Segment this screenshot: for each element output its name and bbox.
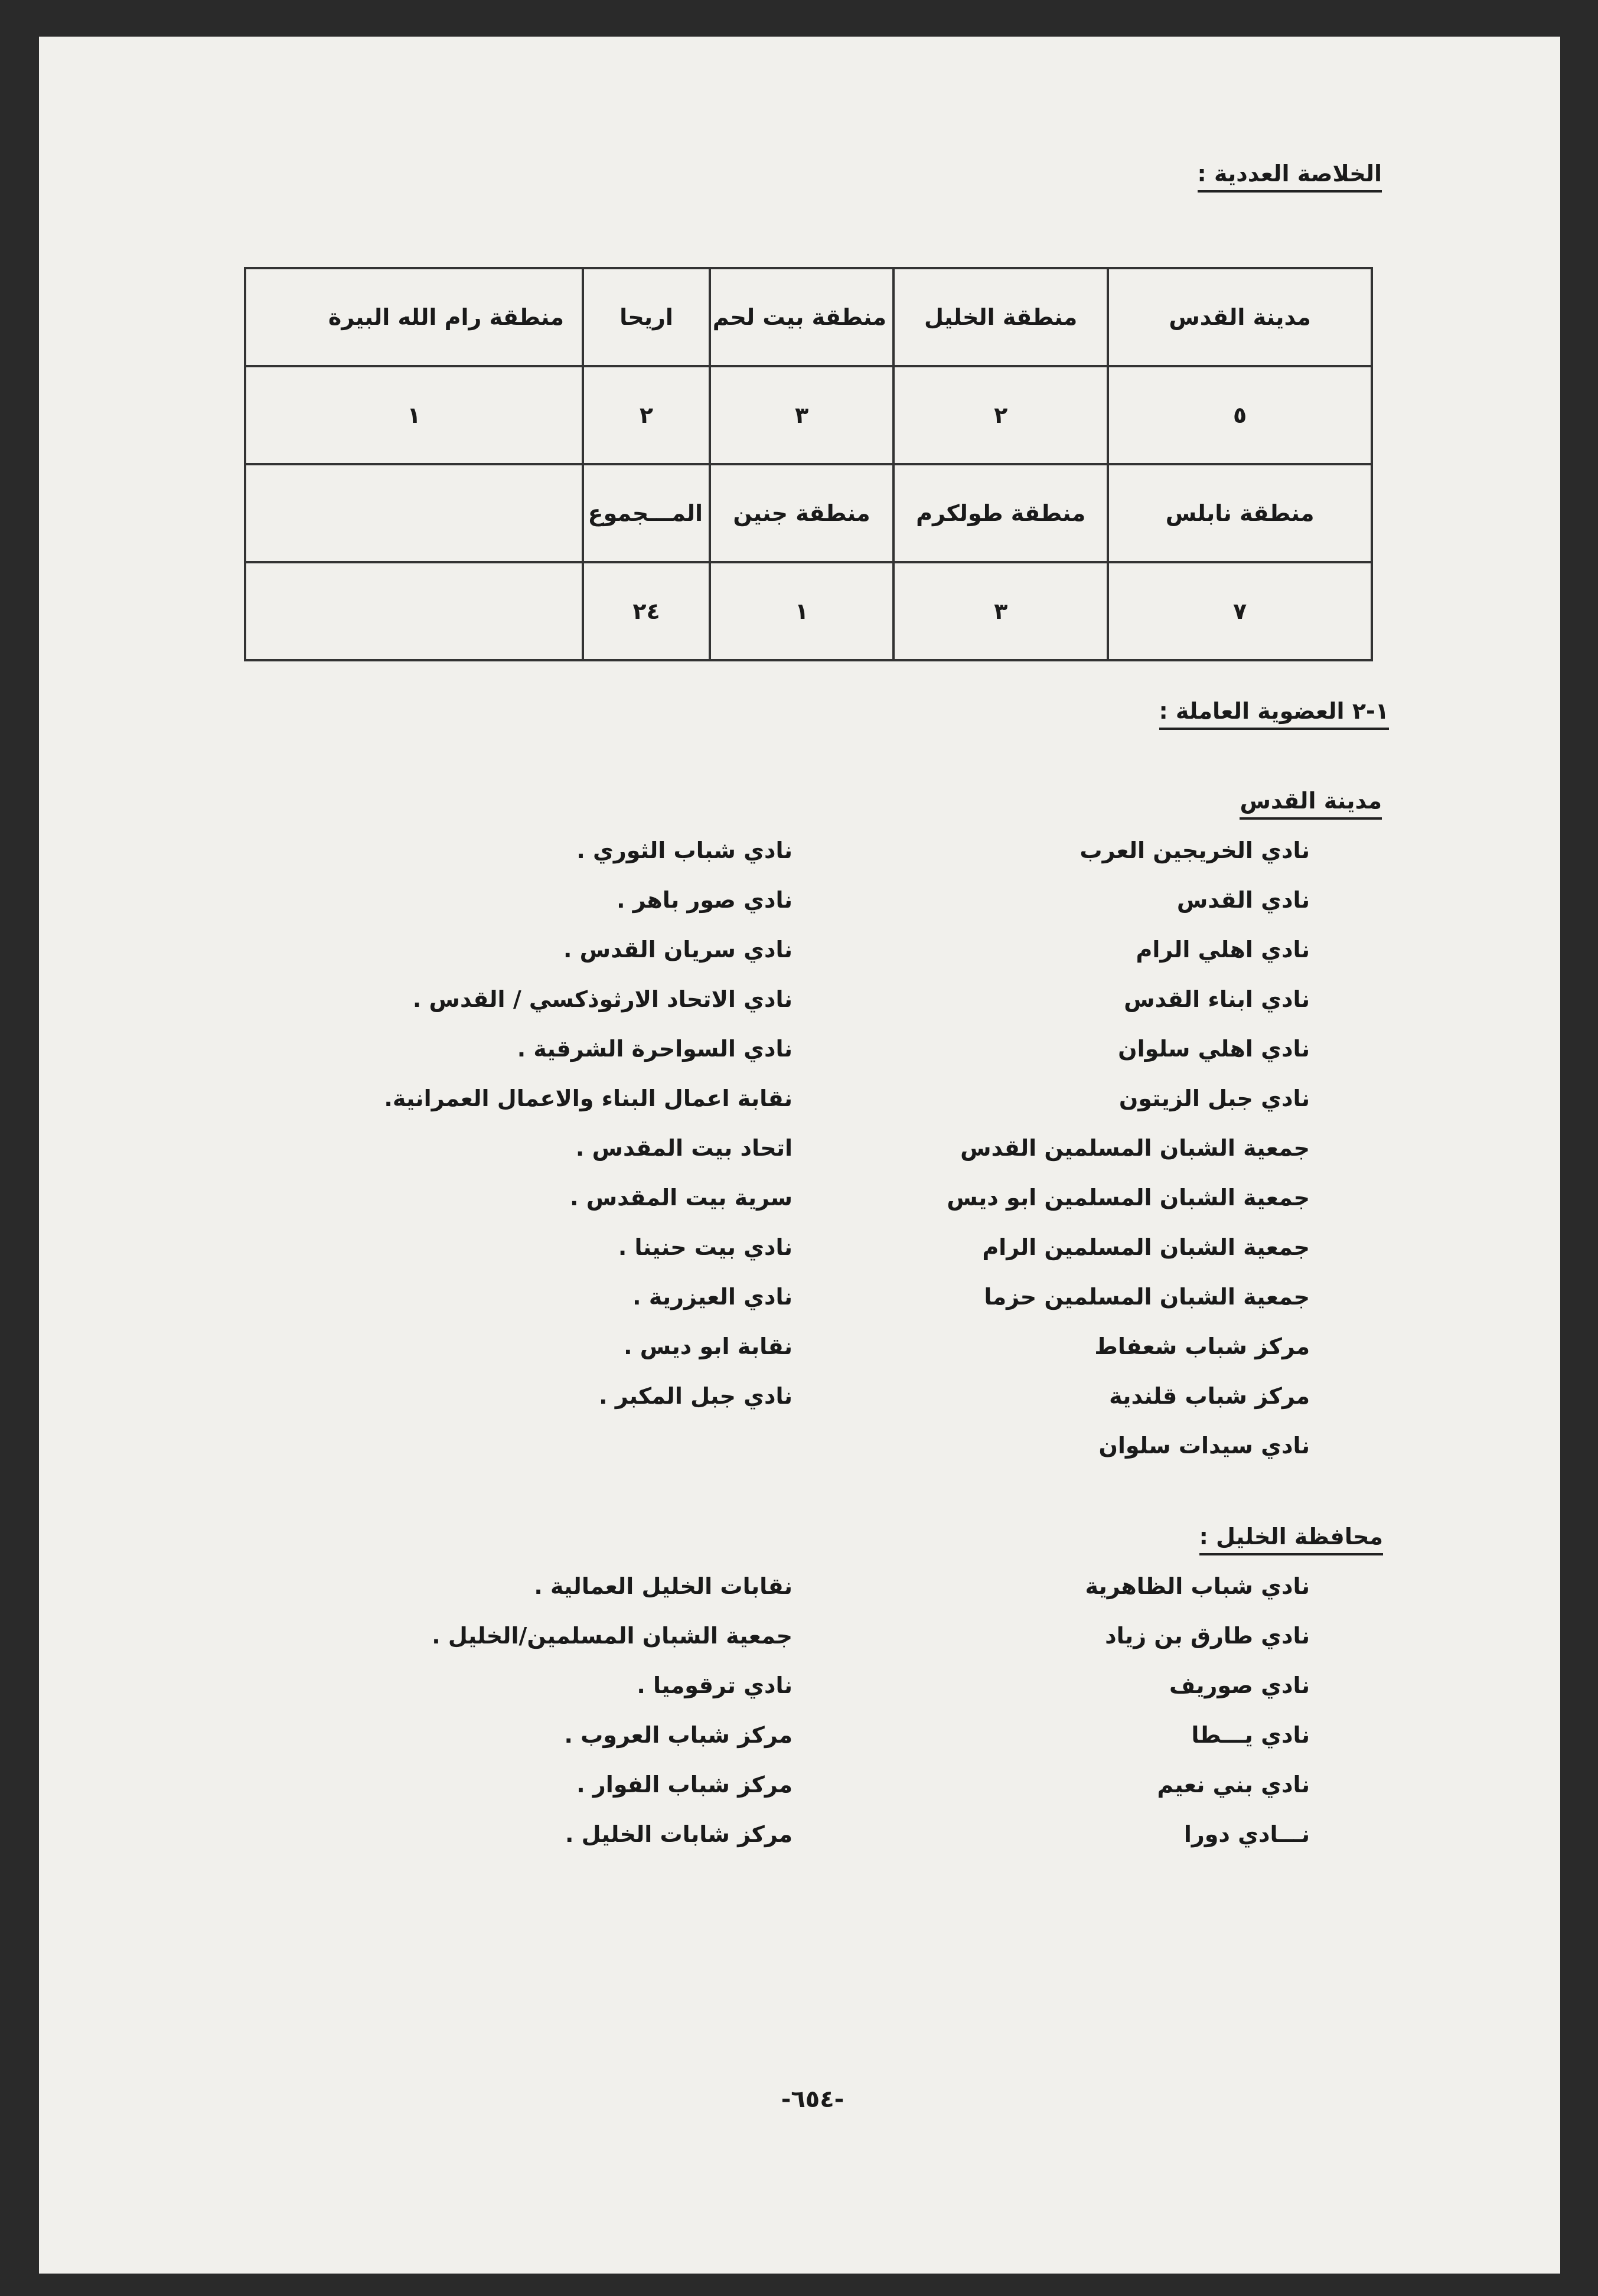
list-item: نادي الاتحاد الارثوذكسي / القدس . — [412, 986, 793, 1012]
list-item: نقابة ابو ديس . — [624, 1333, 793, 1359]
summary-header-row-1 — [245, 268, 1372, 366]
list-item: نادي جبل المكبر . — [599, 1383, 793, 1409]
list-item: مركز شباب قلندية — [1109, 1383, 1310, 1409]
list-item: نادي طارق بن زياد — [1105, 1623, 1310, 1649]
table-cell: منطقة رام الله البيرة — [245, 268, 583, 366]
table-cell: ٧ — [1108, 562, 1372, 660]
list-item: مركز شباب شعفاط — [1094, 1333, 1310, 1359]
summary-title: الخلاصة العددية : — [1198, 161, 1382, 193]
table-cell: ٥ — [1108, 366, 1372, 464]
summary-value-row-2 — [245, 562, 1372, 660]
table-cell: ١ — [245, 366, 583, 464]
list-item: نادي اهلي الرام — [1136, 937, 1310, 963]
table-cell: ٢٤ — [583, 562, 710, 660]
list-item: نادي القدس — [1176, 887, 1310, 913]
table-cell: ٢ — [893, 366, 1108, 464]
table-cell: ٣ — [893, 562, 1108, 660]
table-cell: اريحا — [583, 268, 710, 366]
table-cell: ٣ — [710, 366, 893, 464]
list-item: نادي جبل الزيتون — [1118, 1085, 1310, 1111]
list-item: نادي صوريف — [1169, 1672, 1310, 1698]
list-item: نادي شباب الثوري . — [576, 837, 793, 863]
summary-value-row-1 — [245, 366, 1372, 464]
list-item: مركز شباب العروب . — [564, 1722, 793, 1748]
hebron-section-title: محافظة الخليل : — [1199, 1524, 1383, 1555]
page-number: -٦٥٤- — [781, 2086, 844, 2113]
list-item: نادي صور باهر . — [617, 887, 793, 913]
list-item: مركز شابات الخليل . — [565, 1821, 793, 1847]
list-item: نادي شباب الظاهرية — [1085, 1573, 1310, 1599]
list-item: نادي العيزرية . — [632, 1284, 793, 1310]
document-page — [39, 37, 1560, 2274]
list-item: نادي اهلي سلوان — [1118, 1036, 1310, 1062]
list-item: جمعية الشبان المسلمين الرام — [982, 1234, 1310, 1260]
list-item: نادي بني نعيم — [1157, 1772, 1310, 1798]
list-item: نادي سريان القدس . — [563, 937, 793, 963]
table-cell: المـــجموع — [583, 464, 710, 562]
list-item: نادي سيدات سلوان — [1098, 1433, 1310, 1459]
list-item: مركز شباب الفوار . — [576, 1772, 793, 1798]
list-item: نقابة اعمال البناء والاعمال العمرانية. — [384, 1085, 793, 1111]
table-cell: مدينة القدس — [1108, 268, 1372, 366]
list-item: نقابات الخليل العمالية . — [534, 1573, 793, 1599]
summary-table — [244, 267, 1373, 661]
table-cell — [245, 562, 583, 660]
table-cell — [245, 464, 583, 562]
table-cell: منطقة طولكرم — [893, 464, 1108, 562]
list-item: نادي السواحرة الشرقية . — [517, 1036, 793, 1062]
list-item: جمعية الشبان المسلمين ابو ديس — [947, 1185, 1310, 1211]
list-item: نادي بيت حنينا . — [618, 1234, 793, 1260]
list-item: سرية بيت المقدس . — [570, 1185, 793, 1211]
list-item: نادي ترقوميا . — [637, 1672, 793, 1698]
list-item: نـــادي دورا — [1183, 1821, 1310, 1847]
table-cell: ٢ — [583, 366, 710, 464]
table-cell: منطقة بيت لحم — [710, 268, 893, 366]
working-membership-title: ١-٢ العضوية العاملة : — [1159, 698, 1390, 730]
jerusalem-section-title: مدينة القدس — [1240, 788, 1382, 820]
list-item: نادي يـــطا — [1191, 1722, 1310, 1748]
list-item: نادي ابناء القدس — [1124, 986, 1310, 1012]
table-cell: منطقة نابلس — [1108, 464, 1372, 562]
list-item: جمعية الشبان المسلمين حزما — [984, 1284, 1310, 1310]
table-cell: ١ — [710, 562, 893, 660]
list-item: جمعية الشبان المسلمين القدس — [960, 1135, 1310, 1161]
list-item: نادي الخريجين العرب — [1080, 837, 1310, 863]
table-cell: منطقة جنين — [710, 464, 893, 562]
list-item: اتحاد بيت المقدس . — [575, 1135, 793, 1161]
list-item: جمعية الشبان المسلمين/الخليل . — [432, 1623, 793, 1649]
summary-header-row-2 — [245, 464, 1372, 562]
table-cell: منطقة الخليل — [893, 268, 1108, 366]
